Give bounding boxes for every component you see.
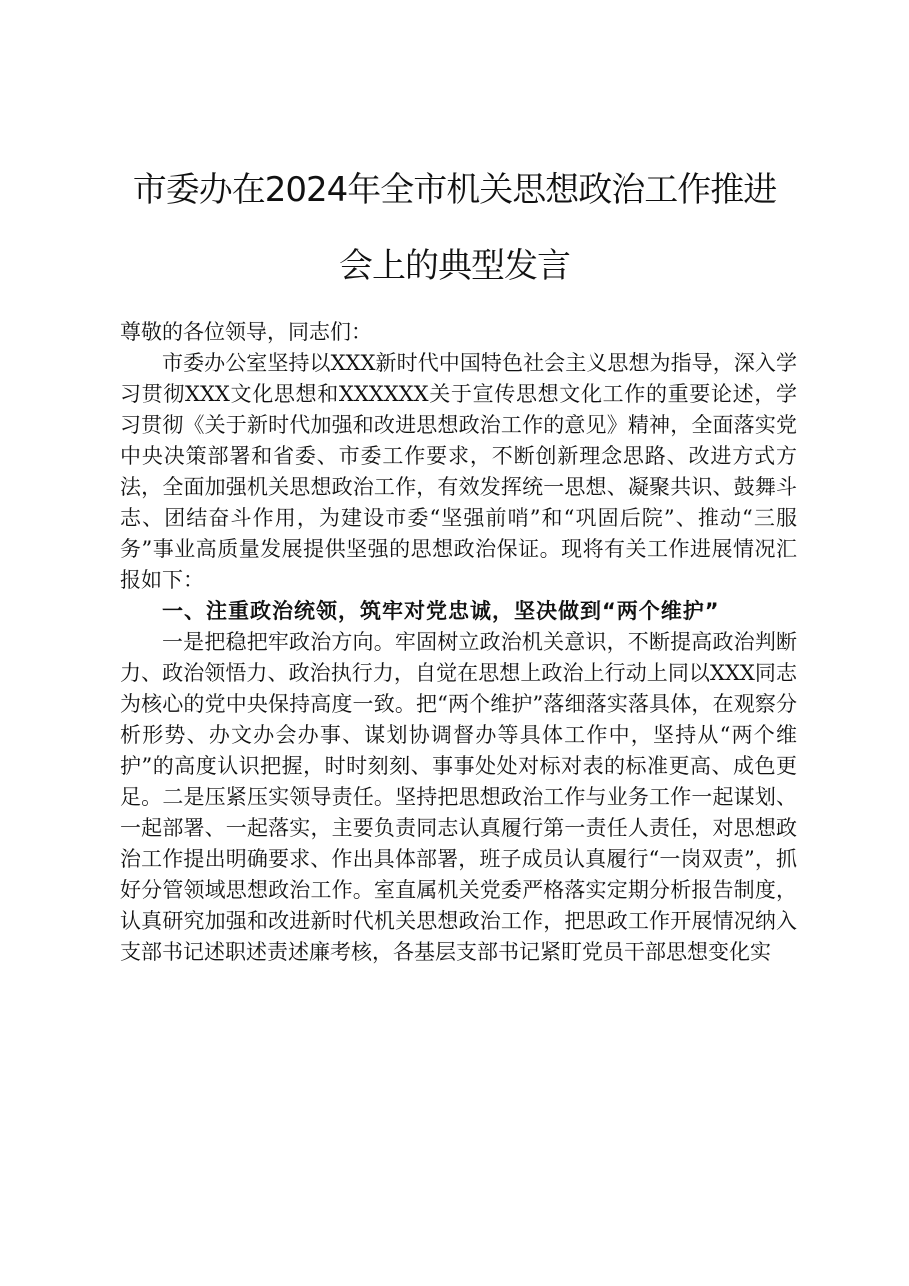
document-title-line-1: 市委办在2024年全市机关思想政治工作推进 bbox=[132, 170, 777, 210]
salutation: 尊敬的各位领导，同志们： bbox=[120, 320, 372, 344]
intro-paragraph: 市委办公室坚持以XXX新时代中国特色社会主义思想为指导，深入学习贯彻XXX文化思想和XXXXXX关于宣传思想文化工作的重要论述，学习贯彻《关于新时代加强和改进思想政治工作的意见》精神，全面落实党中央决策部署和省委、市委工作要求，不断创新理念思路、改进方式方法，全面加强机关思想政治工作，有效发挥统一思想、凝聚共识、鼓舞斗志、团结奋斗作用，为建设市委“坚强前哨”和“巩固后院”、推动“三服务”事业高质量发展提供坚强的思想政治保证。现将有关工作进展情况汇报如下： bbox=[120, 351, 797, 592]
document-body bbox=[120, 317, 797, 968]
document-title-line-2: 会上的典型发言 bbox=[339, 246, 570, 286]
section-1-paragraph: 一是把稳把牢政治方向。牢固树立政治机关意识，不断提高政治判断力、政治领悟力、政治执行力，自觉在思想上政治上行动上同以XXX同志为核心的党中央保持高度一致。把“两个维护”落细落实落具体，在观察分析形势、办文办会办事、谋划协调督办等具体工作中，坚持从“两个维护”的高度认识把握，时时刻刻、事事处处对标对表的标准更高、成色更足。二是压紧压实领导责任。坚持把思想政治工作与业务工作一起谋划、一起部署、一起落实，主要负责同志认真履行第一责任人责任，对思想政治工作提出明确要求、作出具体部署，班子成员认真履行“一岗双责”，抓好分管领域思想政治工作。室直属机关党委严格落实定期分析报告制度，认真研究加强和改进新时代机关思想政治工作，把思政工作开展情况纳入支部书记述职述责述廉考核，各基层支部书记紧盯党员干部思想变化实 bbox=[120, 630, 797, 964]
section-heading-1: 一、注重政治统领，筑牢对党忠诚，坚决做到“两个维护” bbox=[162, 599, 720, 623]
